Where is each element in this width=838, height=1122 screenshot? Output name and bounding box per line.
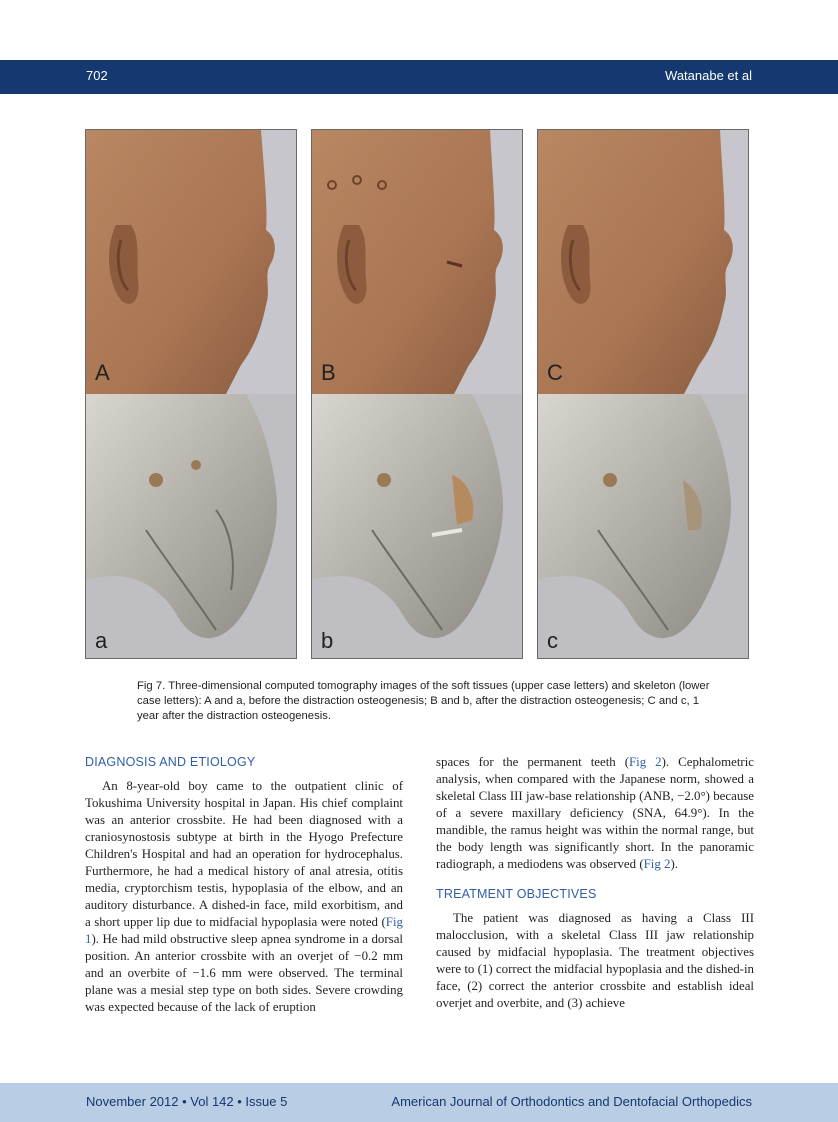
panel-label-C: C <box>547 360 563 385</box>
continued-text-a: spaces for the permanent teeth ( <box>436 755 630 769</box>
diagnosis-continued-paragraph <box>436 754 754 873</box>
panel-label-c: c <box>547 628 558 653</box>
figure-panel-3 <box>537 129 749 659</box>
right-column <box>436 754 754 1012</box>
ct-image-pair-2 <box>312 130 523 659</box>
issue-info: November 2012 • Vol 142 • Issue 5 <box>86 1094 288 1109</box>
panel-label-a: a <box>95 628 108 653</box>
fig-2-link[interactable]: Fig 2 <box>629 755 662 769</box>
running-header <box>0 60 838 94</box>
section-heading-diagnosis: DIAGNOSIS AND ETIOLOGY <box>85 755 256 769</box>
panel-label-b: b <box>321 628 334 653</box>
figure-7 <box>85 129 754 661</box>
panel-label-B: B <box>321 360 336 385</box>
continued-text-c: ). <box>670 857 679 871</box>
diagnosis-text-b: ). He had mild obstructive sleep apnea syndrome in a dorsal position. An anterior crossbite with an overjet of −0.2 mm and an overbite of −1.6 mm were observed. The terminal plane was a mesial step type on both sides. Severe crowding was expected because of the lack of eruption <box>85 932 403 1014</box>
fig-2-link-second[interactable]: Fig 2 <box>643 857 671 871</box>
figure-caption: Fig 7. Three-dimensional computed tomography images of the soft tissues (upper case letters) and skeleton (lower case letters): A and a, before the distraction osteogenesis; B and b, after the distraction osteogenesis; C and c, 1 year after the distraction osteogenesis. <box>137 680 710 722</box>
treatment-paragraph: The patient was diagnosed as having a Class III malocclusion, with a skeletal Class III jaw relationship caused by midfacial hypoplasia. The treatment objectives were to (1) correct the midfacial hypoplasia and the dished-in face, (2) correct the anterior crossbite and establish ideal overjet and overbite, and (3) achieve <box>436 911 754 1010</box>
ct-image-pair-3 <box>538 130 749 659</box>
panel-label-A: A <box>95 360 110 385</box>
left-column <box>85 754 403 1016</box>
figure-panel-2 <box>311 129 523 659</box>
diagnosis-text-a: An 8-year-old boy came to the outpatient clinic of Tokushima University hospital in Japan. His chief complaint was an anterior crossbite. He had been diagnosed with a craniosynostosis subtype at birth in the Hyogo Prefecture Children's Hospital and had an operation for hydrocephalus. Furthermore, he had a medical history of anal atresia, otitis media, cryptorchism testis, hypoplasia of the elbow, and an auditory disturbance. A dished-in face, mild exorbitism, and a short upper lip due to midfacial hypoplasia were noted ( <box>85 779 403 929</box>
journal-name: American Journal of Orthodontics and Dentofacial Orthopedics <box>391 1094 752 1109</box>
section-heading-treatment: TREATMENT OBJECTIVES <box>436 887 597 901</box>
fig-1-link[interactable]: Fig 1 <box>85 915 403 946</box>
diagnosis-paragraph <box>85 778 403 1016</box>
continued-text-b: ). Cephalometric analysis, when compared with the Japanese norm, showed a skeletal Class III jaw-base relationship (ANB, −2.0°) because of a severe maxillary deficiency (SNA, 64.9°). In the mandible, the ramus height was within the normal range, but the body length was significantly short. In the panoramic radiograph, a mediodens was observed ( <box>436 755 755 871</box>
page-number: 702 <box>86 68 108 83</box>
figure-panel-1 <box>85 129 297 659</box>
ct-image-pair-1 <box>86 130 297 659</box>
running-footer <box>0 1083 838 1122</box>
running-authors: Watanabe et al <box>665 68 752 83</box>
